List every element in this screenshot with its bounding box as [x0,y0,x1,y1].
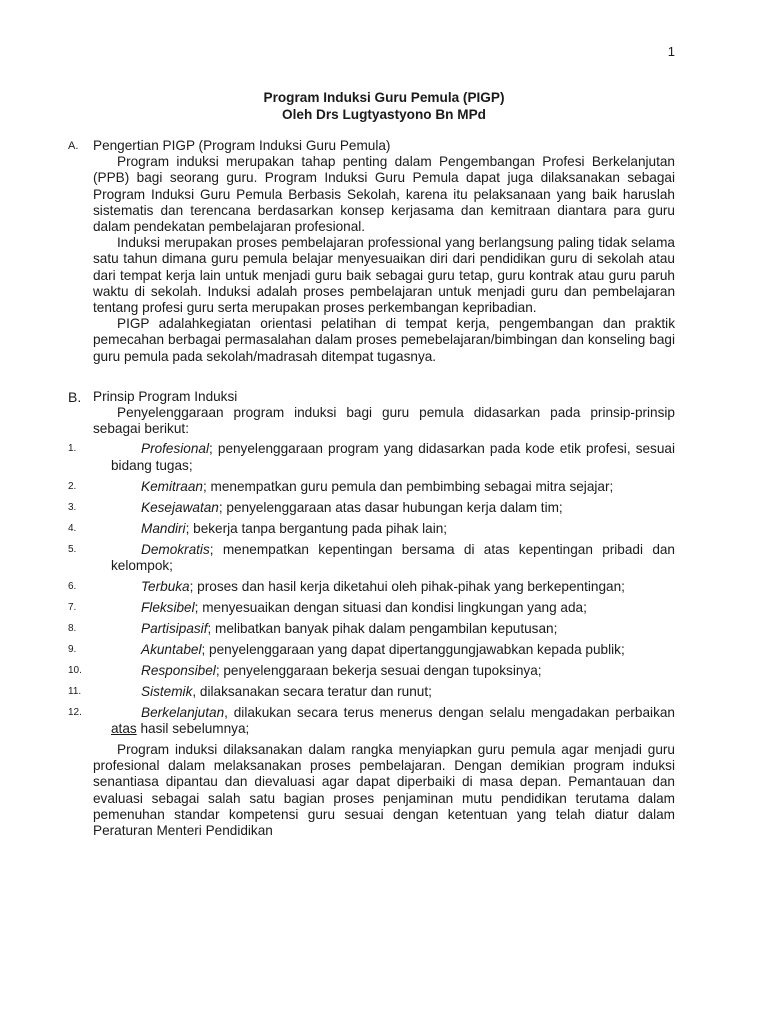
list-number: 8. [68,622,77,634]
list-number: 2. [68,480,77,492]
list-item [68,578,675,595]
section-b-intro: Penyelenggaraan program induksi bagi guru pemula didasarkan pada prinsip-prinsip sebagai berikut: [93,405,675,437]
list-number: 10. [68,664,82,676]
list-item [68,499,675,516]
list-number: 9. [68,643,77,655]
principle-term: Berkelanjutan [141,704,225,720]
principle-text: ; penyelenggaraan yang dapat dipertanggungjawabkan kepada publik; [201,641,625,657]
title-line-2: Oleh Drs Lugtyastyono Bn MPd [282,107,486,122]
section-a-paragraph-3: PIGP adalahkegiatan orientasi pelatihan di tempat kerja, pengembangan dan praktik pemecahan berbagai permasalahan dalam proses pemebelajaran/bimbingan dan konseling bagi guru pemula pada sekolah/madrasah ditempat tugasnya. [93,316,675,364]
principle-text-end: hasil sebelumnya; [136,721,250,737]
principle-term: Partisipasif [141,620,208,636]
principle-text: ; penyelenggaraan program yang didasarkan pada kode etik profesi, sesuai bidang tugas; [111,441,675,473]
principle-term: Akuntabel [141,641,202,657]
principles-list [68,441,675,737]
principle-term: Fleksibel [141,599,195,615]
principle-term: Mandiri [141,520,186,536]
principle-text: , dilakukan secara terus menerus dengan selalu mengadakan perbaikan [224,704,675,720]
page-number: 1 [667,44,675,59]
document-body [68,138,675,839]
list-number: 11. [68,685,82,697]
list-item [68,599,675,616]
section-b-letter: B. [68,388,82,405]
principle-term: Demokratis [141,541,210,557]
section-a-paragraph-2: Induksi merupakan proses pembelajaran professional yang berlangsung paling tidak selama satu tahun dimana guru pemula belajar menyesuaikan diri dari pendidikan guru di sekolah atau dari tempat kerja lain untuk menjadi guru baik sebagai guru tetap, guru kontrak atau guru paruh waktu di sekolah. Induksi adalah proses pembelajaran untuk menjadi guru dan pembelajaran tentang profesi guru serta merupakan proses perkembangan kepribadian. [93,235,675,316]
list-number: 7. [68,601,77,613]
document-title [0,89,768,123]
principle-text: , dilaksanakan secara teratur dan runut; [192,683,432,699]
list-item [68,662,675,679]
principle-term: Profesional [141,441,210,457]
principle-term: Sistemik [141,683,193,699]
list-item [68,641,675,658]
list-number: 4. [68,522,77,534]
list-item [68,520,675,537]
principle-text: ; melibatkan banyak pihak dalam pengambilan keputusan; [207,620,558,636]
closing-paragraph: Program induksi dilaksanakan dalam rangka menyiapkan guru pemula agar menjadi guru profesional dalam melaksanakan proses pembelajaran. Dengan demikian program induksi senantiasa dipantau dan dievaluasi agar dapat diperbaiki di masa depan. Pemantauan dan evaluasi sebagai salah satu bagian proses penjaminan mutu pendidikan terutama dalam pemenuhan standar kompetensi guru sesuai dengan ketentuan yang telah diatur dalam Peraturan Menteri Pendidikan [93,742,675,839]
principle-text: ; menempatkan kepentingan bersama di atas kepentingan pribadi dan kelompok; [111,541,675,573]
section-b-title: Prinsip Program Induksi [93,388,238,404]
principle-text: ; penyelenggaraan bekerja sesuai dengan tupoksinya; [215,662,542,678]
list-item [68,704,675,737]
principle-term: Kemitraan [141,478,203,494]
principle-text: ; bekerja tanpa bergantung pada pihak lain; [185,520,448,536]
principle-term: Responsibel [141,662,216,678]
list-item [68,441,675,473]
list-number: 6. [68,580,77,592]
list-number: 1. [68,443,77,455]
list-item [68,683,675,700]
list-item [68,620,675,637]
list-number: 5. [68,543,77,555]
section-a-paragraph-1: Program induksi merupakan tahap penting dalam Pengembangan Profesi Berkelanjutan (PPB) bagi seorang guru. Program Induksi Guru Pemula dapat juga dilaksanakan sebagai Program Induksi Guru Pemula Berbasis Sekolah, karena itu pelaksanaan yang baik haruslah sistematis dan terencana berdasarkan konsep kerjasama dan kemitraan diantara para guru dalam pendekatan pembelajaran profesional. [93,154,675,235]
principle-text: ; proses dan hasil kerja diketahui oleh pihak-pihak yang berkepentingan; [189,578,625,594]
principle-term: Kesejawatan [141,499,219,515]
principle-text: ; penyelenggaraan atas dasar hubungan kerja dalam tim; [218,499,563,515]
section-a-heading [68,138,675,154]
section-a-letter: A. [68,140,79,152]
list-item [68,478,675,495]
list-item [68,541,675,574]
principle-text: ; menyesuaikan dengan situasi dan kondisi lingkungan yang ada; [194,599,587,615]
section-a-title: Pengertian PIGP (Program Induksi Guru Pemula) [93,138,391,153]
section-b-heading [68,388,675,405]
list-number: 12. [68,706,82,718]
title-line-1: Program Induksi Guru Pemula (PIGP) [263,90,505,105]
list-number: 3. [68,501,77,513]
principle-term: Terbuka [141,578,190,594]
principle-text: ; menempatkan guru pemula dan pembimbing sebagai mitra sejajar; [202,478,614,494]
underlined-word: atas [111,721,137,737]
